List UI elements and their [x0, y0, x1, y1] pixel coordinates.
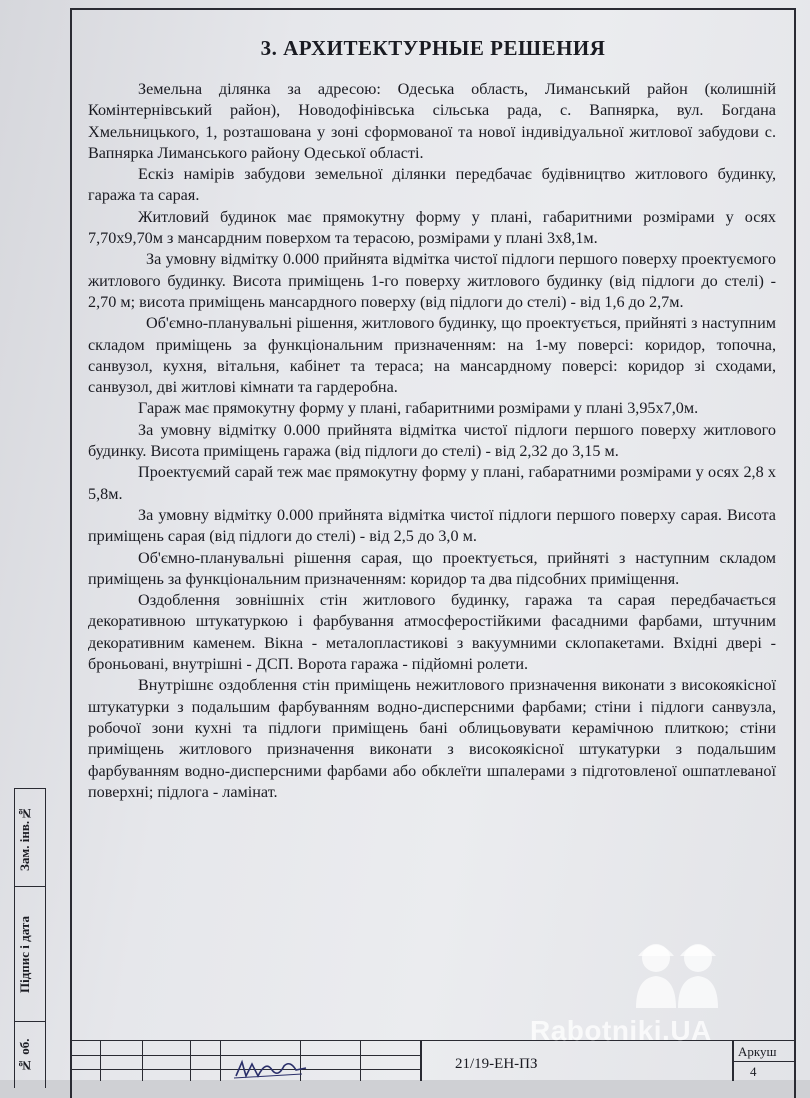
stamp-replacement-inventory: Зам. інв.№	[17, 805, 32, 871]
watermark-text: Rabotniki.UA	[530, 1015, 712, 1046]
paragraph-interior-finish: Внутрішнє оздоблення стін приміщень нежитлового призначення виконати з високоякісної штукатурки з подальшим фарбуванням водно-дисперсними фарбами; стіни і підлоги санвузла, робочої зони кухні та підлоги приміщень бані облицьовувати керамічною плиткою; стіни приміщень житлового призначення виконати з високоякісної штукатурки з подальшим фарбуванням водно-дисперсними фарбами або обклеїти шпалерами з підготовленої ошпатлеваної поверхні; підлога - ламінат.	[88, 676, 776, 801]
paragraph-land-plot: Земельна ділянка за адресою: Одеська область, Лиманський район (колишній Комінтернівський район), Новодофінівська сільська рада, с. Вапнярка, вул. Богдана Хмельницького, 1, розташована у зоні сформованої та нової індивідуальної житлової забудови с. Вапнярка Лиманського району Одеської області.	[88, 80, 776, 162]
paragraph-garage-heights: За умовну відмітку 0.000 прийнята відмітка чистої підлоги першого поверху житлового будинку. Висота приміщень гаража (від підлоги до стелі) - від 2,32 до 3,15 м.	[88, 420, 776, 461]
paragraph-house-dimensions: Житловий будинок має прямокутну форму у плані, габаритними розмірами у осях 7,70х9,70м з мансардним поверхом та терасою, розмірами у плані 3х8,1м.	[88, 207, 776, 248]
signature-mark	[232, 1056, 312, 1080]
stamp-cell-original	[15, 1021, 45, 1089]
paragraph-house-layout: Об'ємно-планувальні рішення, житлового будинку, що проектується, прийняті з наступним складом приміщень за функціональним призначенням: на 1-му поверсі: коридор, топочна, санвузол, кухня, вітальня, кабінет та тераса; на мансардному поверсі: коридор зі сходами, санвузол, дві житлові кімнати та гардеробна.	[88, 314, 776, 397]
stamp-signature-date: Підпис і дата	[17, 916, 32, 994]
paragraph-shed-layout: Об'ємно-планувальні рішення сарая, що проектується, прийняті з наступним складом приміщень за функціональним призначенням: коридор та два підсобних приміщення.	[88, 548, 776, 588]
document-body	[88, 79, 776, 803]
paragraph-house-heights: За умовну відмітку 0.000 прийнята відмітка чистої підлоги першого поверху проектуємого житлового будинку. Висота приміщень 1-го поверху житлового будинку (від підлоги до стелі) - 2,70 м; висота приміщень мансардного поверху (від підлоги до стелі) - від 1,6 до 2,7м.	[88, 250, 776, 311]
stamp-cell-signature	[15, 886, 45, 1022]
margin-stamp-blank-column	[44, 788, 71, 1088]
paragraph-exterior-finish: Оздоблення зовнішніх стін житлового будинку, гаража та сарая передбачається декоративною штукатуркою і фарбування атмосферостійкими фасадними фарбами, штучним декоративним каменем. Вікна - металопластикові з вакуумними склопакетами. Вхідні двері - броньовані, внутрішні - ДСП. Ворота гаража - підйомні ролети.	[88, 591, 776, 674]
paragraph-shed-dimensions: Проектуємий сарай теж має прямокутну форму у плані, габаратними розмірами у осях 2,8 х 5,8м.	[88, 463, 776, 503]
watermark-workers-icon	[616, 928, 736, 1008]
paragraph-garage-dimensions: Гараж має прямокутну форму у плані, габаритними розмірами у плані 3,95х7,0м.	[138, 399, 699, 418]
sheet-label: Аркуш	[738, 1044, 777, 1059]
paragraph-shed-heights: За умовну відмітку 0.000 прийнята відмітка чистої підлоги першого поверху сарая. Висота приміщень сарая (від підлоги до стелі) - від 2,5 до 3,0 м.	[88, 505, 776, 546]
paragraph-sketch: Ескіз намірів забудови земельної ділянки передбачає будівництво житлового будинку, гаража та сарая.	[88, 165, 776, 205]
sheet-number: 4	[750, 1064, 757, 1079]
margin-stamp	[14, 788, 46, 1088]
stamp-original-inventory: № об.	[17, 1038, 32, 1074]
document-code: 21/19-ЕН-ПЗ	[455, 1056, 538, 1072]
page-title: 3. АРХИТЕКТУРНЫЕ РЕШЕНИЯ	[260, 36, 606, 60]
stamp-cell-replacement	[15, 788, 45, 887]
